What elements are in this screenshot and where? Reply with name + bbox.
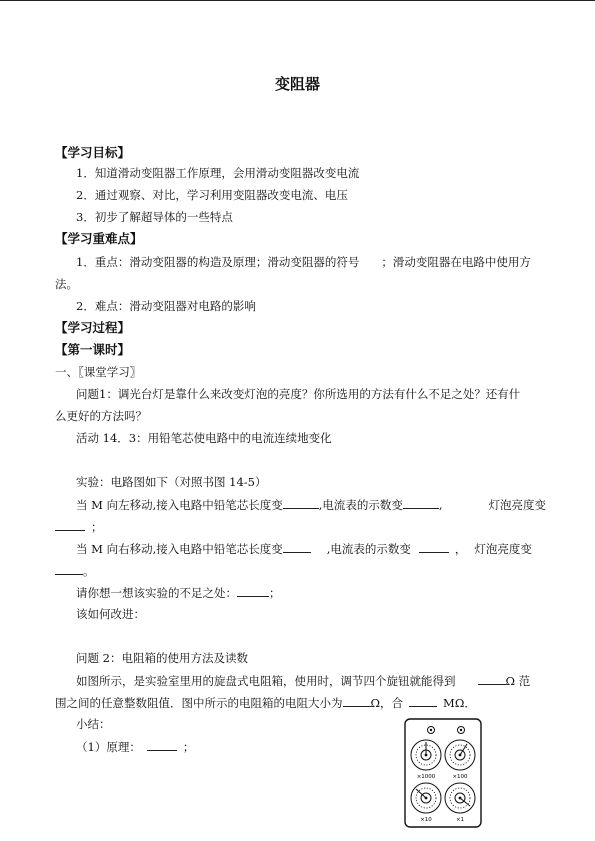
goal-item: 2．通过观察、对比，学习利用变阻器改变电流、电压: [76, 188, 348, 202]
blank-megaohm-value[interactable]: [409, 694, 437, 707]
blank-current-right[interactable]: [419, 540, 449, 553]
semicolon: ；: [91, 520, 103, 534]
move-left-brightness: 灯泡亮度变: [488, 498, 547, 512]
principle-line: [76, 738, 194, 755]
move-right-current: ,电流表的示数变: [326, 542, 411, 556]
top-rule: [0, 0, 595, 1]
resistance-box-text: 如图所示，是实验室里用的旋盘式电阻箱，使用时，调节四个旋钮就能得到: [76, 674, 456, 688]
think-text: 请你想一想该实验的不足之处：: [76, 586, 237, 600]
question-1-cont: 么更好的方法吗？: [55, 409, 147, 423]
resistance-box-reading: 围之间的任意整数阻值．图中所示的电阻箱的电阻大小为: [55, 696, 343, 710]
blank-shortcoming[interactable]: [237, 584, 269, 597]
blank-principle[interactable]: [147, 738, 177, 751]
principle-text: （1）原理：: [76, 740, 141, 754]
key-point-1-text: 1．重点：滑动变阻器的构造及原理；滑动变阻器的符号: [76, 255, 360, 269]
move-right-line: [76, 540, 532, 557]
goals-heading: 【学习目标】: [55, 145, 131, 160]
box-outline: [405, 719, 481, 827]
blank-ohm-value[interactable]: [343, 694, 371, 707]
blank-brightness-right[interactable]: [55, 562, 83, 575]
key-points-heading: 【学习重难点】: [55, 231, 143, 246]
summary-heading: 小结：: [76, 717, 111, 731]
question-1: 问题1：调光台灯是靠什么来改变灯泡的亮度？你所选用的方法有什么不足之处？还有什: [76, 387, 521, 401]
move-left-text: 当 M 向左移动,接入电路中铅笔芯长度变: [76, 498, 283, 512]
blank-length-left[interactable]: [283, 496, 319, 509]
think-line: [76, 584, 281, 601]
key-point-2: 2．难点：滑动变阻器对电路的影响: [76, 299, 256, 313]
move-left-line: [76, 496, 546, 513]
move-right-cont: [55, 562, 95, 579]
dial-label-x1: ×1: [455, 817, 465, 823]
goal-item: 3．初步了解超导体的一些特点: [76, 210, 233, 224]
process-heading: 【学习过程】: [55, 320, 131, 335]
key-point-1-cont: 法。: [55, 277, 78, 291]
blank-range[interactable]: [478, 672, 506, 685]
key-point-1-rest: ；滑动变阻器在电路中使用方: [381, 255, 531, 269]
semicolon: ；: [182, 740, 195, 754]
dial-label-x100: ×100: [452, 774, 468, 780]
comma: ,: [438, 498, 443, 512]
goal-item: 1．知道滑动变阻器工作原理，会用滑动变阻器改变电流: [76, 166, 360, 180]
period: 。: [83, 564, 95, 578]
resistance-box-figure: [404, 718, 482, 828]
blank-current-left[interactable]: [403, 496, 439, 509]
page-title: 变阻器: [274, 75, 320, 93]
activity-line: 活动 14．3：用铅笔芯使电路中的电流连续地变化: [76, 431, 332, 445]
move-right-text: 当 M 向右移动,接入电路中铅笔芯长度变: [76, 542, 283, 556]
improve-line: 该如何改进：: [76, 607, 145, 621]
move-left-cont: [55, 518, 103, 535]
lesson-heading: 【第一课时】: [55, 342, 131, 357]
move-right-brightness: 灯泡亮度变: [474, 542, 532, 556]
dial-label-x1000: ×1000: [416, 774, 436, 780]
resistance-box-line: [76, 672, 530, 689]
blank-length-right[interactable]: [283, 540, 311, 553]
terminal-center-icon: [430, 729, 432, 731]
experiment-line: 实验：电路图如下（对照书图 14-5）: [76, 475, 267, 489]
megaohm-unit: MΩ．: [443, 696, 476, 710]
dial-label-x10: ×10: [420, 817, 432, 823]
ohm-range: Ω 范: [505, 674, 531, 688]
question-2: 问题 2：电阻箱的使用方法及读数: [76, 651, 248, 665]
key-point-1: [76, 254, 543, 270]
resistance-box-cont: [55, 694, 476, 711]
ohm-unit: Ω，合: [370, 696, 404, 710]
comma: ，: [454, 542, 467, 556]
class-study-heading: 一、〖课堂学习〗: [55, 365, 142, 379]
semicolon: ；: [269, 586, 281, 600]
terminal-center-icon: [460, 729, 462, 731]
move-left-current: ,电流表的示数变: [318, 498, 403, 512]
blank-brightness-left[interactable]: [55, 518, 85, 531]
